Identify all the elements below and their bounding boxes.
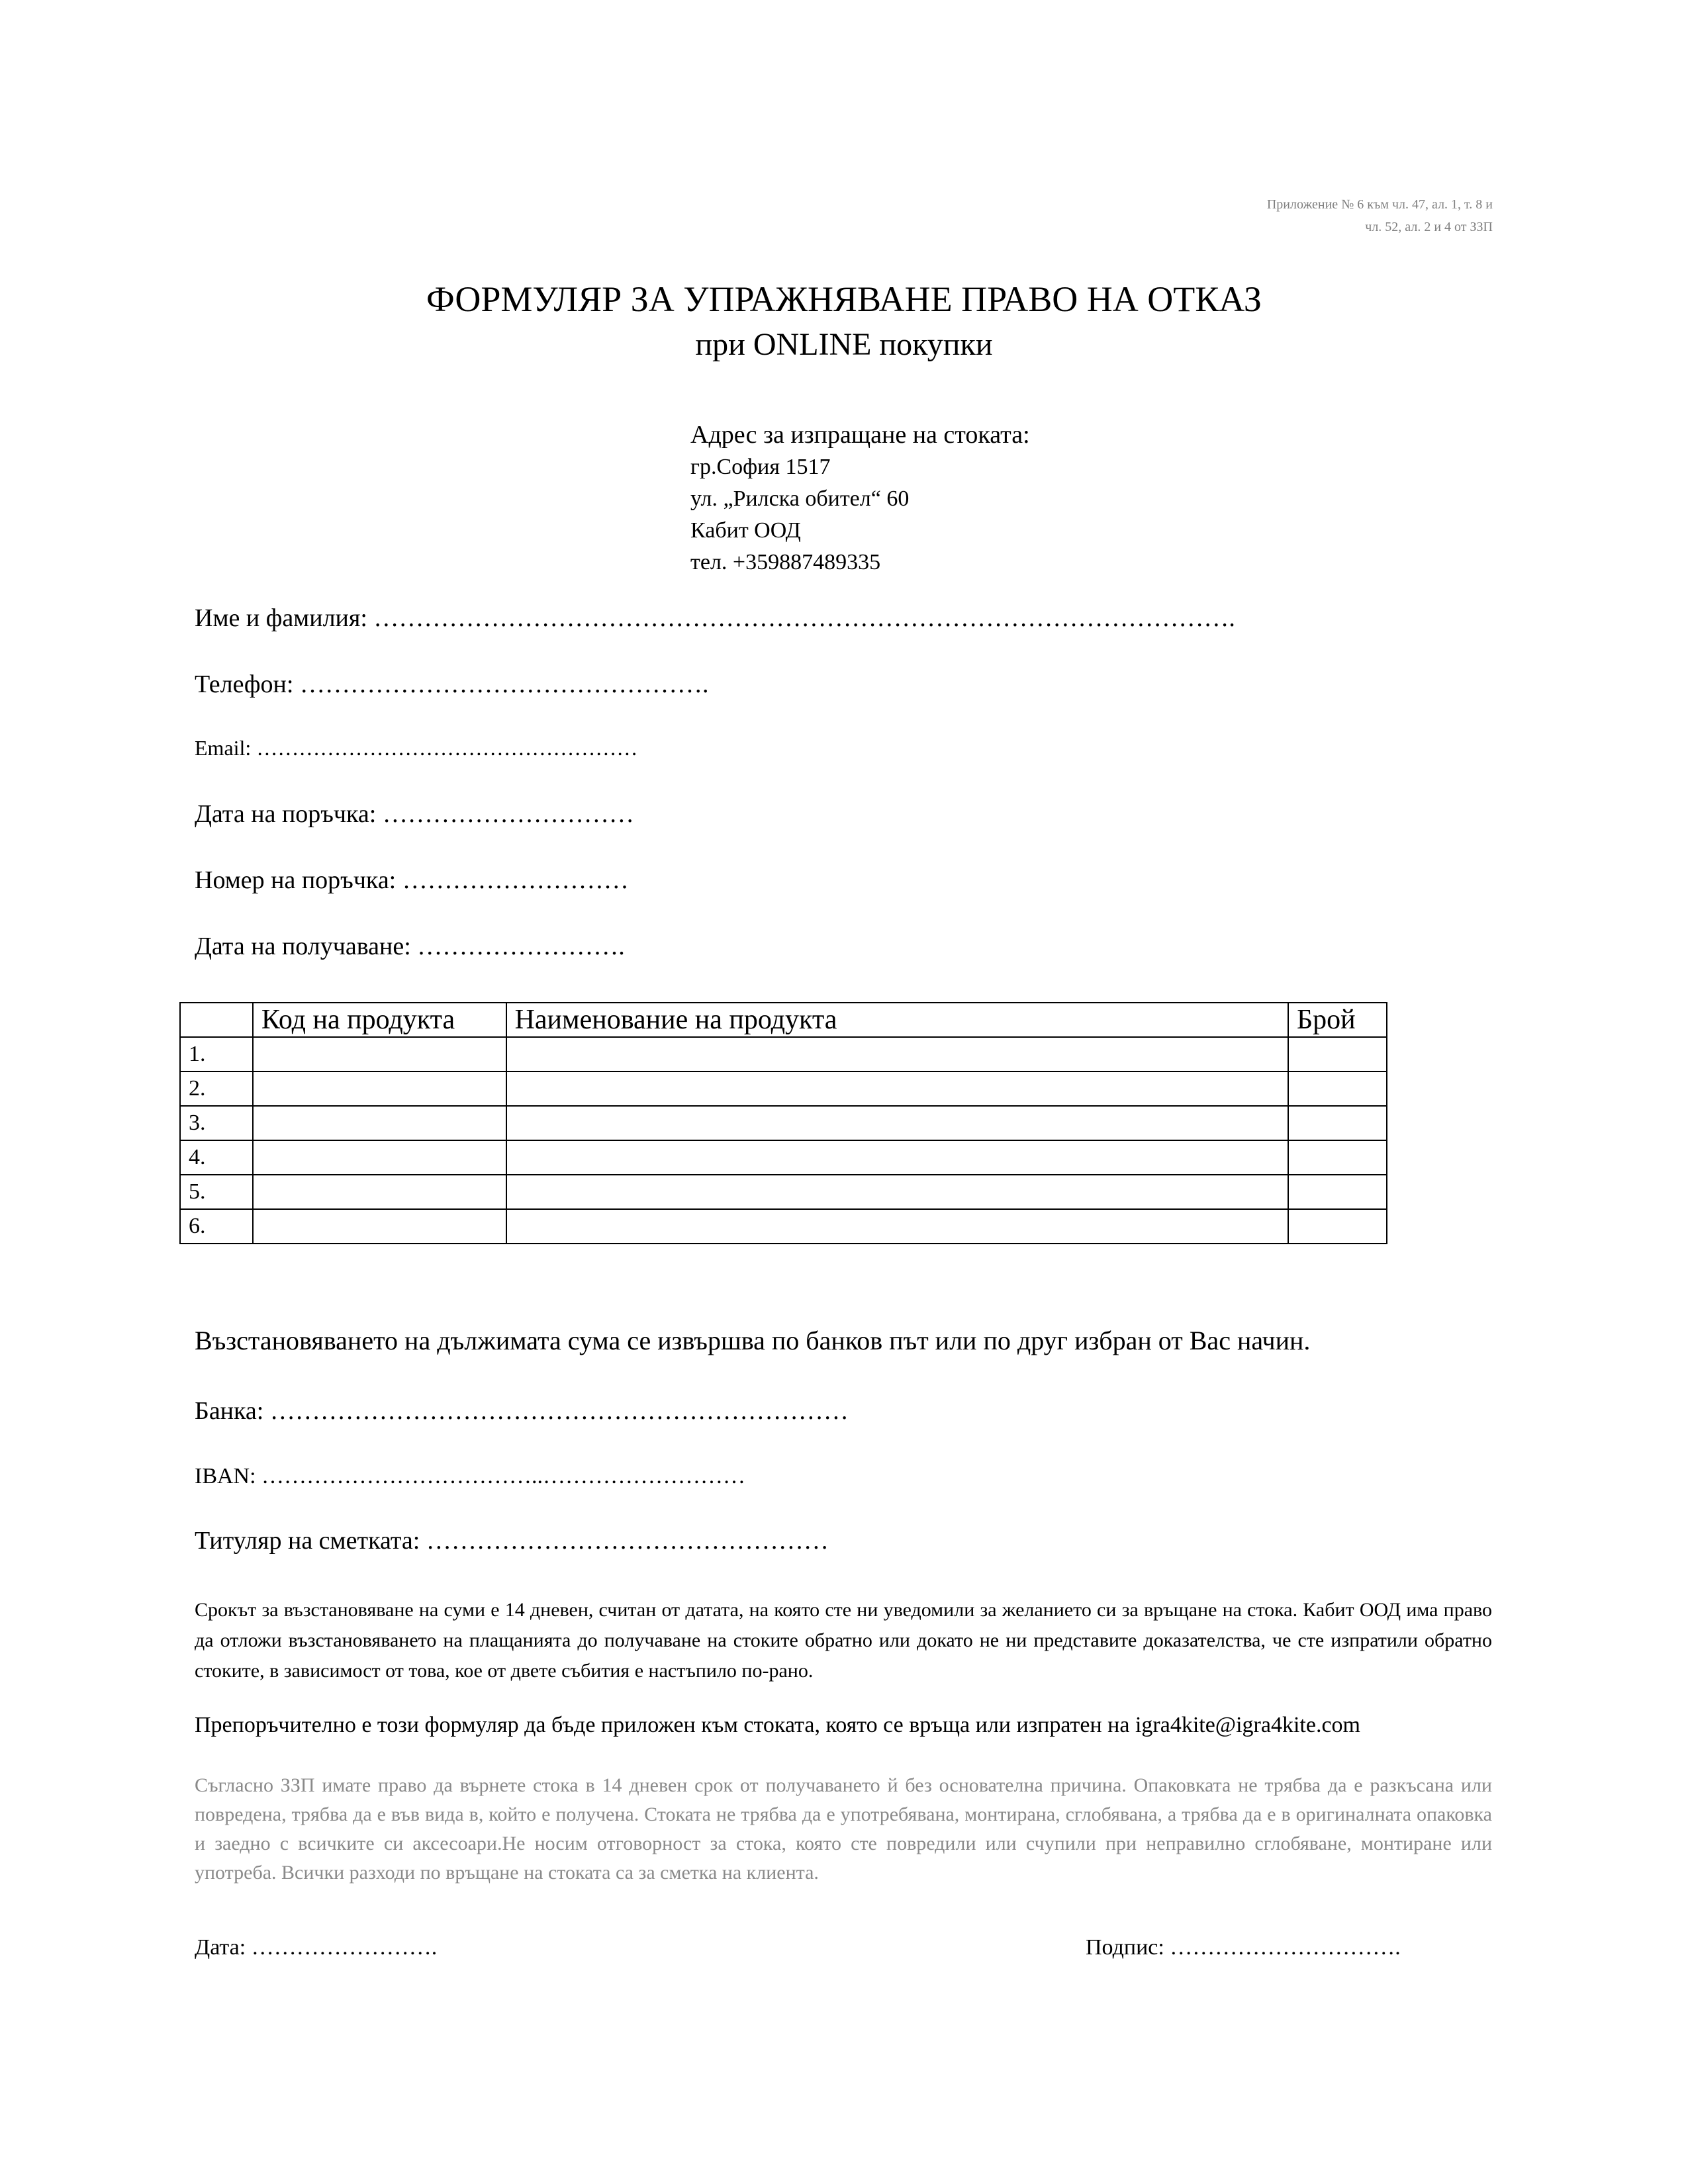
table-row [180,1106,1387,1140]
row-number: 3. [180,1106,253,1140]
order-number-field[interactable]: Номер на поръчка: ……………………… [195,866,629,894]
address-company: Кабит ООД [690,518,801,543]
receive-date-field[interactable]: Дата на получаване: ……………………. [195,933,625,960]
bank-field[interactable]: Банка: …………………………………………………………… [195,1397,849,1425]
table-row [180,1209,1387,1244]
product-name-cell[interactable] [506,1209,1288,1244]
annex-line-1: Приложение № 6 към чл. 47, ал. 1, т. 8 и [1266,197,1493,212]
order-date-field[interactable]: Дата на поръчка: ………………………… [195,800,634,828]
return-recommendation: Препоръчително е този формуляр да бъде приложен към стоката, която се връща или изпратен на igra4kite@igra4kite.com [195,1713,1360,1737]
quantity-cell[interactable] [1288,1175,1387,1209]
product-code-cell[interactable] [253,1071,506,1106]
quantity-cell[interactable] [1288,1209,1387,1244]
table-header-quantity: Брой [1288,1003,1387,1037]
refund-terms: Срокът за възстановяване на суми е 14 дневен, считан от датата, на която сте ни уведомили за желанието си за връщане на стока. Кабит ООД има право да отложи възстановяването на плащанията до получаване на стоките обратно или докато не ни представите доказателства, че сте изпратили обратно стоките, в зависимост от това, кое от двете събития е настъпило по-рано. [195,1599,1492,1682]
annex-line-2: чл. 52, ал. 2 и 4 от ЗЗП [1365,220,1493,234]
row-number: 6. [180,1209,253,1244]
product-name-cell[interactable] [506,1140,1288,1175]
table-header-product-code: Код на продукта [253,1003,506,1037]
table-row [180,1175,1387,1209]
table-row [180,1071,1387,1106]
address-street: ул. „Рилска обител“ 60 [690,486,910,511]
table-row [180,1140,1387,1175]
product-name-cell[interactable] [506,1106,1288,1140]
product-code-cell[interactable] [253,1209,506,1244]
row-number: 1. [180,1037,253,1071]
consumer-law-notice: Съгласно ЗЗП имате право да върнете стока в 14 дневен срок от получаването й без основателна причина. Опаковката не трябва да е разкъсана или повредена, трябва да е във вида в, който е получена. Стоката не трябва да е употребявана, монтирана, сглобявана, а трябва да е в оригиналната опаковка и заедно с всичките си аксесоари.Не носим отговорност за стока, която сте повредили или счупили при неправилно сглобяване, монтиране или употреба. Всички разходи по връщане на стоката са за сметка на клиента. [195,1774,1492,1884]
row-number: 2. [180,1071,253,1106]
quantity-cell[interactable] [1288,1037,1387,1071]
refund-notice: Възстановяването на дължимата сума се извършва по банков път или по друг избран от Вас начин. [195,1326,1311,1355]
name-field[interactable]: Име и фамилия: …………………………………………………………………………………………. [195,604,1235,632]
address-heading: Адрес за изпращане на стоката: [690,421,1030,449]
product-code-cell[interactable] [253,1175,506,1209]
signature-date-field[interactable]: Дата: ……………………. [195,1935,438,1960]
return-address [690,418,1030,578]
account-holder-field[interactable]: Титуляр на сметката: ………………………………………… [195,1527,829,1555]
annex-reference [1267,193,1493,238]
table-header-number [180,1003,253,1037]
products-table [179,1002,1387,1244]
address-phone: тел. +359887489335 [690,550,881,574]
quantity-cell[interactable] [1288,1071,1387,1106]
quantity-cell[interactable] [1288,1140,1387,1175]
product-code-cell[interactable] [253,1140,506,1175]
row-number: 4. [180,1140,253,1175]
table-row [180,1037,1387,1071]
product-name-cell[interactable] [506,1037,1288,1071]
product-name-cell[interactable] [506,1071,1288,1106]
email-field[interactable]: Email: ……………………………………………… [195,736,638,760]
quantity-cell[interactable] [1288,1106,1387,1140]
product-code-cell[interactable] [253,1106,506,1140]
address-city: гр.София 1517 [690,455,831,479]
product-code-cell[interactable] [253,1037,506,1071]
table-header-product-name: Наименование на продукта [506,1003,1288,1037]
form-title: ФОРМУЛЯР ЗА УПРАЖНЯВАНЕ ПРАВО НА ОТКАЗ [426,279,1262,319]
iban-field[interactable]: IBAN: ………………………………..……………………… [195,1464,746,1488]
form-subtitle: при ONLINE покупки [695,327,993,362]
product-name-cell[interactable] [506,1175,1288,1209]
phone-field[interactable]: Телефон: …………………………………………. [195,670,709,698]
row-number: 5. [180,1175,253,1209]
signature-field[interactable]: Подпис: …………………………. [1086,1935,1401,1960]
table-header-row [180,1003,1387,1037]
